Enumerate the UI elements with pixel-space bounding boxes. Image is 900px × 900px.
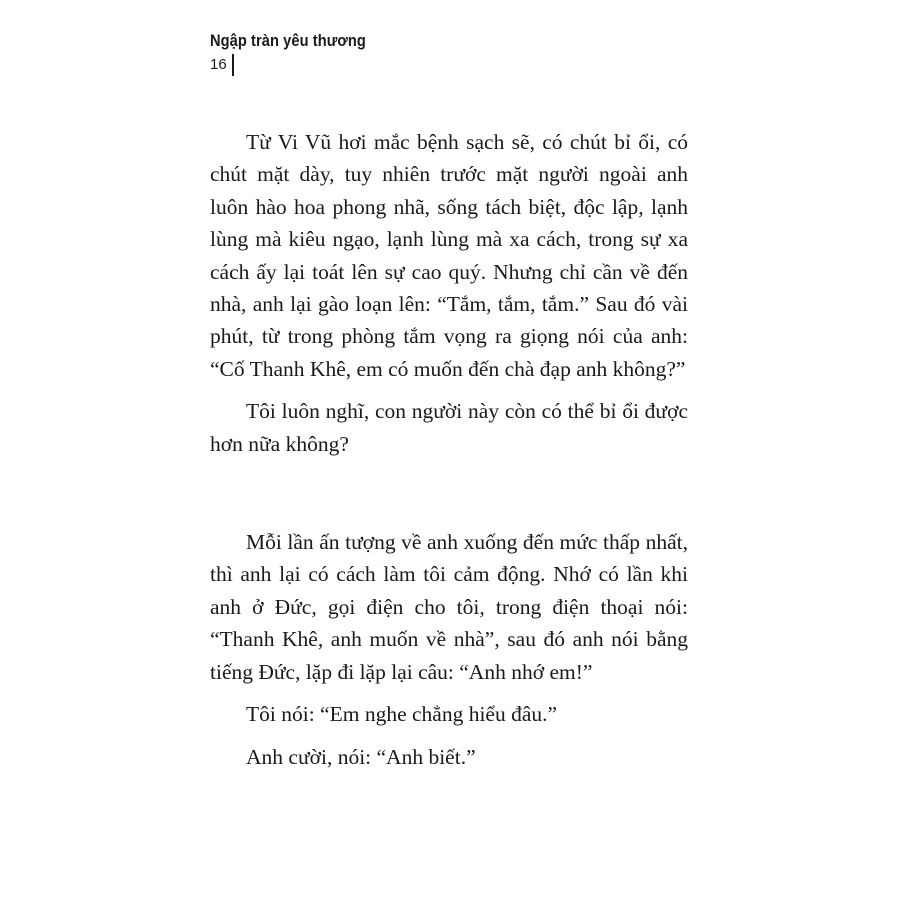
paragraph: Tôi luôn nghĩ, con người này còn có thể bỉ ổi được hơn nữa không? [210, 399, 688, 456]
paragraph: Mỗi lần ấn tượng về anh xuống đến mức thấp nhất, thì anh lại có cách làm tôi cảm động. Nhớ có lần khi anh ở Đức, gọi điện cho tôi, trong điện thoại nói: “Thanh Khê, anh muốn về nhà”, sau đó anh nói bằng tiếng Đức, lặp đi lặp lại câu: “Anh nhớ em!” [210, 530, 688, 684]
page-number-rule [232, 54, 234, 76]
running-header [210, 30, 391, 76]
page-number: 16 [210, 56, 227, 73]
paragraph: Từ Vi Vũ hơi mắc bệnh sạch sẽ, có chút bỉ ổi, có chút mặt dày, tuy nhiên trước mặt người ngoài anh luôn hào hoa phong nhã, sống tách biệt, độc lập, lạnh lùng mà kiêu ngạo, lạnh lùng mà xa cách, trong sự xa cách ấy lại toát lên sự cao quý. Nhưng chỉ cần về đến nhà, anh lại gào loạn lên: “Tắm, tắm, tắm.” Sau đó vài phút, từ trong phòng tắm vọng ra giọng nói của anh: “Cố Thanh Khê, em có muốn đến chà đạp anh không?” [210, 130, 688, 381]
paragraph: Tôi nói: “Em nghe chẳng hiểu đâu.” [246, 702, 558, 727]
page-number-row [210, 54, 391, 76]
paragraph: Anh cười, nói: “Anh biết.” [246, 744, 476, 769]
page-body [210, 126, 688, 773]
book-title: Ngập tràn yêu thương [210, 31, 366, 50]
